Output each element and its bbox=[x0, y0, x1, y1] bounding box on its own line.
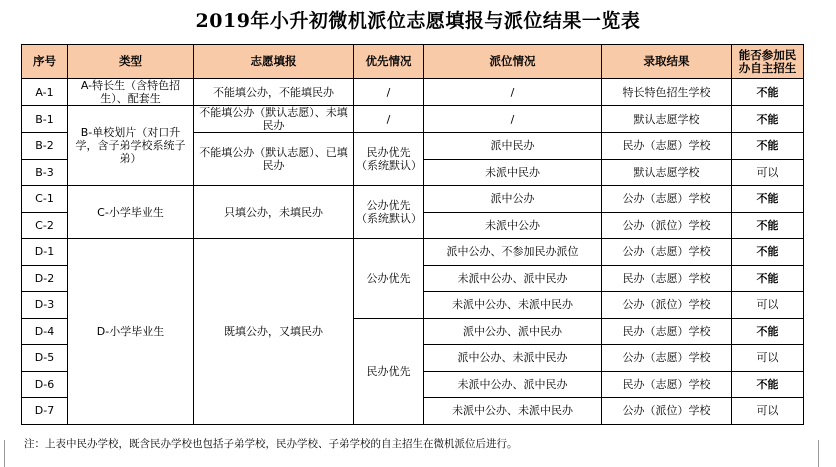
priority-cell: 民办优先（系统默认） bbox=[354, 133, 424, 186]
allocation-cell: 派中公办、不参加民办派位 bbox=[424, 239, 602, 266]
table-row bbox=[22, 186, 804, 213]
row-id: C-1 bbox=[22, 186, 68, 213]
result-cell: 特长特色招生学校 bbox=[602, 79, 732, 106]
allocation-cell: / bbox=[424, 79, 602, 106]
result-cell: 民办（志愿）学校 bbox=[602, 133, 732, 160]
eligibility-cell: 可以 bbox=[732, 398, 804, 425]
priority-cell: 民办优先 bbox=[354, 318, 424, 424]
table-row bbox=[22, 106, 804, 133]
row-id: C-2 bbox=[22, 212, 68, 239]
type-cell: B-单校划片（对口升学，含子弟学校系统子弟） bbox=[68, 106, 194, 186]
allocation-cell: / bbox=[424, 106, 602, 133]
eligibility-cell: 可以 bbox=[732, 159, 804, 186]
priority-cell: 公办优先（系统默认） bbox=[354, 186, 424, 239]
type-cell: D-小学毕业生 bbox=[68, 239, 194, 425]
allocation-cell: 派中公办、未派中民办 bbox=[424, 345, 602, 372]
type-cell: C-小学毕业生 bbox=[68, 186, 194, 239]
result-cell: 默认志愿学校 bbox=[602, 159, 732, 186]
row-id: B-2 bbox=[22, 133, 68, 160]
header-cell-allocation: 派位情况 bbox=[424, 45, 602, 79]
allocation-cell: 派中公办 bbox=[424, 186, 602, 213]
eligibility-cell: 不能 bbox=[732, 318, 804, 345]
result-cell: 公办（志愿）学校 bbox=[602, 186, 732, 213]
row-id: D-5 bbox=[22, 345, 68, 372]
type-cell: A-特长生（含特色招生）、配套生 bbox=[68, 79, 194, 106]
eligibility-cell: 可以 bbox=[732, 292, 804, 319]
allocation-table bbox=[21, 44, 804, 425]
result-cell: 公办（派位）学校 bbox=[602, 398, 732, 425]
row-id: D-3 bbox=[22, 292, 68, 319]
header-cell-result: 录取结果 bbox=[602, 45, 732, 79]
result-cell: 民办（志愿）学校 bbox=[602, 371, 732, 398]
header-row bbox=[22, 45, 804, 79]
row-id: A-1 bbox=[22, 79, 68, 106]
priority-cell: / bbox=[354, 106, 424, 133]
allocation-cell: 未派中公办、未派中民办 bbox=[424, 292, 602, 319]
row-id: D-2 bbox=[22, 265, 68, 292]
result-cell: 默认志愿学校 bbox=[602, 106, 732, 133]
header-cell-private-eligibility: 能否参加民办自主招生 bbox=[732, 45, 804, 79]
choice-cell: 只填公办，未填民办 bbox=[194, 186, 354, 239]
eligibility-cell: 不能 bbox=[732, 79, 804, 106]
row-id: B-3 bbox=[22, 159, 68, 186]
choice-cell: 不能填公办，不能填民办 bbox=[194, 79, 354, 106]
result-cell: 公办（派位）学校 bbox=[602, 292, 732, 319]
eligibility-cell: 不能 bbox=[732, 133, 804, 160]
row-id: D-7 bbox=[22, 398, 68, 425]
allocation-cell: 未派中公办、派中民办 bbox=[424, 371, 602, 398]
page-edge-marker bbox=[818, 440, 819, 467]
result-cell: 民办（志愿）学校 bbox=[602, 265, 732, 292]
row-id: D-4 bbox=[22, 318, 68, 345]
allocation-cell: 未派中公办、派中民办 bbox=[424, 265, 602, 292]
eligibility-cell: 不能 bbox=[732, 106, 804, 133]
page-title: 2019年小升初微机派位志愿填报与派位结果一览表 bbox=[195, 10, 641, 32]
row-id: D-6 bbox=[22, 371, 68, 398]
row-id: D-1 bbox=[22, 239, 68, 266]
header-cell-type: 类型 bbox=[68, 45, 194, 79]
table-row bbox=[22, 239, 804, 266]
allocation-cell: 未派中公办、未派中民办 bbox=[424, 398, 602, 425]
eligibility-cell: 不能 bbox=[732, 212, 804, 239]
footnote: 注：上表中民办学校，既含民办学校也包括子弟学校，民办学校、子弟学校的自主招生在微机派位后进行。 bbox=[24, 438, 518, 450]
result-cell: 公办（志愿）学校 bbox=[602, 239, 732, 266]
row-id: B-1 bbox=[22, 106, 68, 133]
eligibility-cell: 不能 bbox=[732, 371, 804, 398]
page-edge-marker bbox=[4, 440, 5, 467]
choice-cell: 既填公办，又填民办 bbox=[194, 239, 354, 425]
header-cell-priority: 优先情况 bbox=[354, 45, 424, 79]
eligibility-cell: 不能 bbox=[732, 239, 804, 266]
table-row bbox=[22, 79, 804, 106]
eligibility-cell: 可以 bbox=[732, 345, 804, 372]
priority-cell: 公办优先 bbox=[354, 239, 424, 319]
allocation-cell: 未派中公办 bbox=[424, 212, 602, 239]
allocation-cell: 未派中民办 bbox=[424, 159, 602, 186]
allocation-cell: 派中公办、派中民办 bbox=[424, 318, 602, 345]
allocation-cell: 派中民办 bbox=[424, 133, 602, 160]
priority-cell: / bbox=[354, 79, 424, 106]
result-cell: 民办（志愿）学校 bbox=[602, 318, 732, 345]
header-cell-choice: 志愿填报 bbox=[194, 45, 354, 79]
result-cell: 公办（派位）学校 bbox=[602, 212, 732, 239]
header-cell-index: 序号 bbox=[22, 45, 68, 79]
choice-cell: 不能填公办（默认志愿）、已填民办 bbox=[194, 133, 354, 186]
result-cell: 公办（志愿）学校 bbox=[602, 345, 732, 372]
eligibility-cell: 不能 bbox=[732, 265, 804, 292]
eligibility-cell: 不能 bbox=[732, 186, 804, 213]
choice-cell: 不能填公办（默认志愿）、未填民办 bbox=[194, 106, 354, 133]
